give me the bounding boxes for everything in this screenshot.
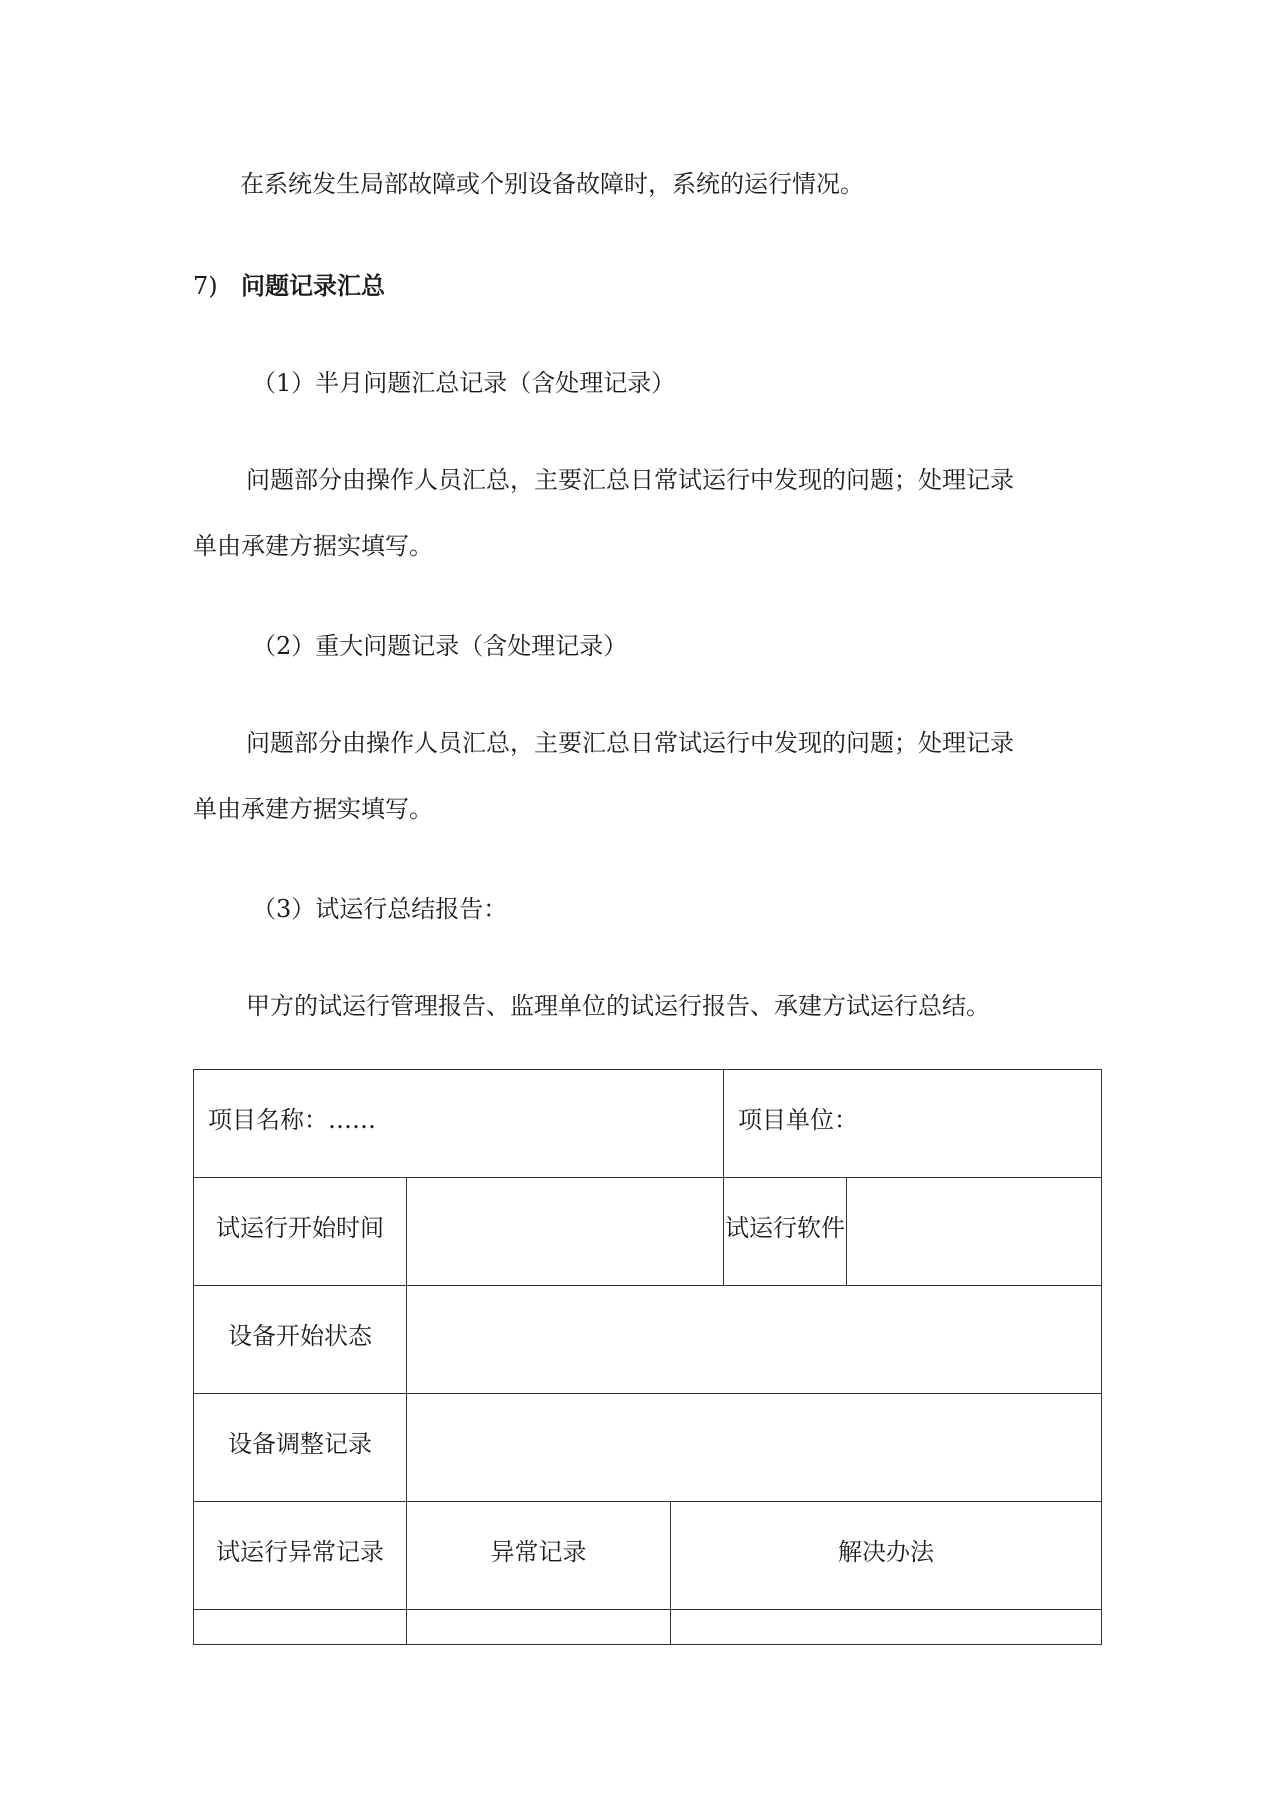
device-start-label-cell	[194, 1286, 407, 1394]
project-unit-cell	[724, 1070, 1102, 1178]
table-row	[194, 1502, 1102, 1610]
table-row	[194, 1610, 1102, 1645]
subheading-summary-report: （3）试运行总结报告：	[252, 895, 508, 923]
empty-cell[interactable]	[407, 1610, 671, 1645]
project-unit-label: 项目单位：	[738, 1106, 858, 1134]
subheading-major-issue-record: （2）重大问题记录（含处理记录）	[252, 632, 628, 660]
start-time-label: 试运行开始时间	[216, 1214, 384, 1242]
device-adjust-label-cell	[194, 1394, 407, 1502]
abnormal-record-header: 异常记录	[490, 1538, 587, 1566]
abnormal-label: 试运行异常记录	[216, 1538, 384, 1566]
trial-run-record-table	[193, 1069, 1102, 1645]
section-heading-7	[193, 270, 385, 302]
paragraph-fault-operation: 在系统发生局部故障或个别设备故障时，系统的运行情况。	[240, 170, 864, 198]
table-row	[194, 1394, 1102, 1502]
abnormal-label-cell	[194, 1502, 407, 1610]
device-adjust-value-cell[interactable]	[407, 1394, 1102, 1502]
section-number: 7)	[193, 272, 218, 300]
start-time-value-cell[interactable]	[407, 1178, 724, 1286]
software-label: 试运行软件	[725, 1214, 845, 1242]
paragraph-major-issue-line1: 问题部分由操作人员汇总，主要汇总日常试运行中发现的问题；处理记录	[246, 729, 1014, 757]
project-name-label: 项目名称：……	[208, 1106, 376, 1134]
section-title: 问题记录汇总	[241, 272, 385, 300]
paragraph-major-issue-line2: 单由承建方据实填写。	[193, 795, 433, 823]
paragraph-half-month-line1: 问题部分由操作人员汇总，主要汇总日常试运行中发现的问题；处理记录	[246, 466, 1014, 494]
software-label-cell	[724, 1178, 847, 1286]
device-start-label: 设备开始状态	[228, 1322, 372, 1350]
empty-cell[interactable]	[671, 1610, 1102, 1645]
solution-header-cell	[671, 1502, 1102, 1610]
solution-header: 解决办法	[838, 1538, 934, 1566]
paragraph-summary-report: 甲方的试运行管理报告、监理单位的试运行报告、承建方试运行总结。	[246, 992, 990, 1020]
software-value-cell[interactable]	[847, 1178, 1102, 1286]
abnormal-record-header-cell	[407, 1502, 671, 1610]
table-row	[194, 1286, 1102, 1394]
paragraph-half-month-line2: 单由承建方据实填写。	[193, 532, 433, 560]
table-row	[194, 1070, 1102, 1178]
empty-cell[interactable]	[194, 1610, 407, 1645]
subheading-half-month-record: （1）半月问题汇总记录（含处理记录）	[252, 369, 676, 397]
device-adjust-label: 设备调整记录	[228, 1430, 372, 1458]
device-start-value-cell[interactable]	[407, 1286, 1102, 1394]
start-time-label-cell	[194, 1178, 407, 1286]
project-name-cell	[194, 1070, 724, 1178]
table-row	[194, 1178, 1102, 1286]
